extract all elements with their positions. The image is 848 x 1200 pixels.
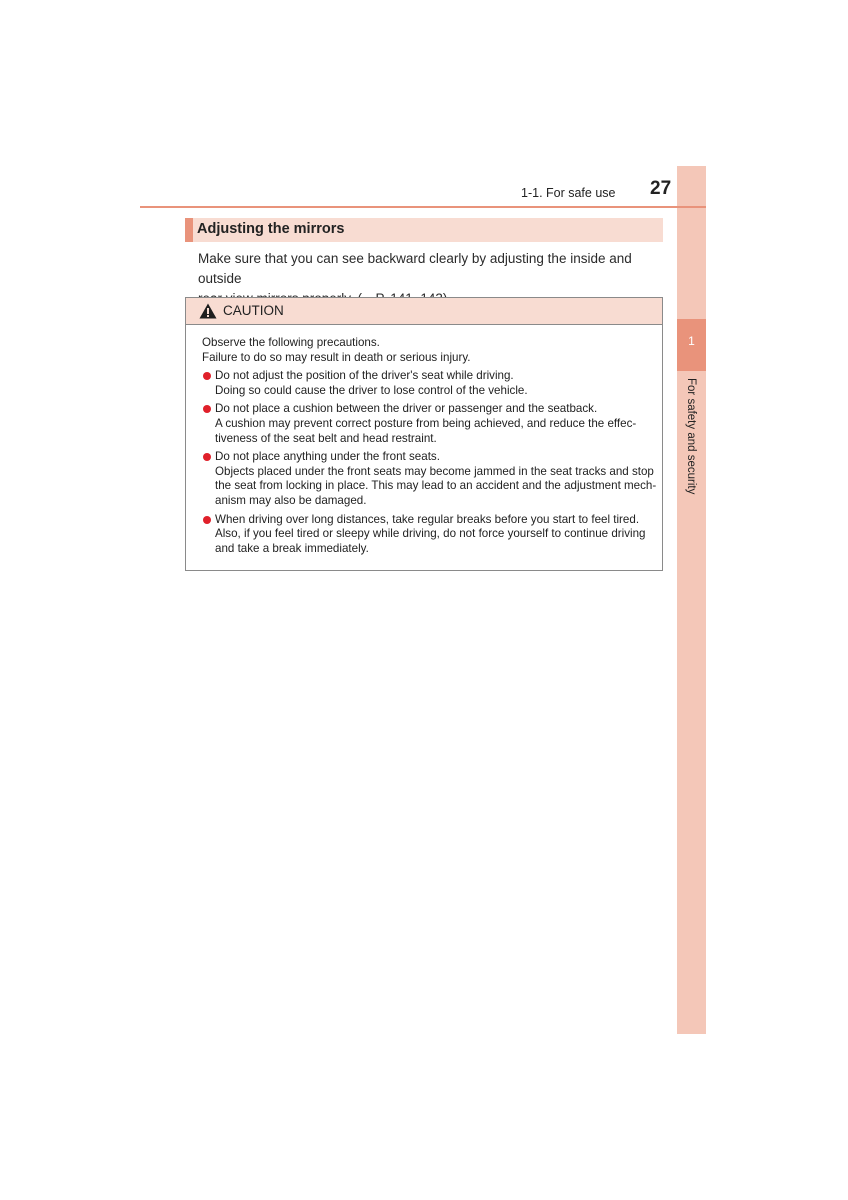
caution-body bbox=[202, 336, 658, 560]
caution-item bbox=[202, 402, 658, 446]
section-heading-accent bbox=[185, 218, 193, 242]
caution-box bbox=[185, 297, 663, 571]
header-divider bbox=[140, 206, 706, 208]
chapter-number: 1 bbox=[677, 319, 706, 371]
caution-item-line: Doing so could cause the driver to lose control of the vehicle. bbox=[215, 383, 528, 397]
page-number: 27 bbox=[650, 178, 672, 199]
section-heading: Adjusting the mirrors bbox=[197, 221, 345, 237]
caution-item-line: tiveness of the seat belt and head restraint. bbox=[215, 431, 437, 445]
caution-item-line: anism may also be damaged. bbox=[215, 493, 367, 507]
caution-item-line: Do not place a cushion between the driver or passenger and the seatback. bbox=[215, 402, 598, 416]
caution-item-line: When driving over long distances, take regular breaks before you start to feel tired. bbox=[215, 512, 640, 526]
bullet-dot-icon bbox=[203, 453, 211, 461]
caution-list bbox=[202, 369, 658, 556]
chapter-title: For safety and security bbox=[685, 378, 697, 495]
caution-item bbox=[202, 369, 658, 398]
caution-item bbox=[202, 450, 658, 508]
caution-item-line: Objects placed under the front seats may become jammed in the seat tracks and stop bbox=[215, 464, 654, 478]
caution-item-line: A cushion may prevent correct posture from being achieved, and reduce the effec- bbox=[215, 416, 637, 430]
chapter-side-tab bbox=[677, 166, 706, 1034]
caution-item-line: Do not place anything under the front seats. bbox=[215, 450, 440, 464]
caution-header bbox=[186, 298, 662, 325]
intro-line: Make sure that you can see backward clearly by adjusting the inside and outside bbox=[198, 251, 632, 286]
caution-intro-line: Observe the following precautions. bbox=[202, 336, 380, 349]
section-reference: 1-1. For safe use bbox=[521, 186, 616, 200]
caution-intro-line: Failure to do so may result in death or serious injury. bbox=[202, 350, 471, 364]
caution-intro bbox=[202, 336, 658, 365]
bullet-dot-icon bbox=[203, 372, 211, 380]
caution-item-line: the seat from locking in place. This may lead to an accident and the adjustment mech- bbox=[215, 479, 657, 493]
caution-item-line: and take a break immediately. bbox=[215, 541, 369, 555]
warning-triangle-icon bbox=[199, 303, 217, 319]
bullet-dot-icon bbox=[203, 516, 211, 524]
caution-item bbox=[202, 513, 658, 557]
caution-item-line: Do not adjust the position of the driver's seat while driving. bbox=[215, 369, 514, 383]
caution-title: CAUTION bbox=[223, 303, 284, 318]
caution-item-line: Also, if you feel tired or sleepy while driving, do not force yourself to continue driving bbox=[215, 527, 646, 541]
bullet-dot-icon bbox=[203, 405, 211, 413]
